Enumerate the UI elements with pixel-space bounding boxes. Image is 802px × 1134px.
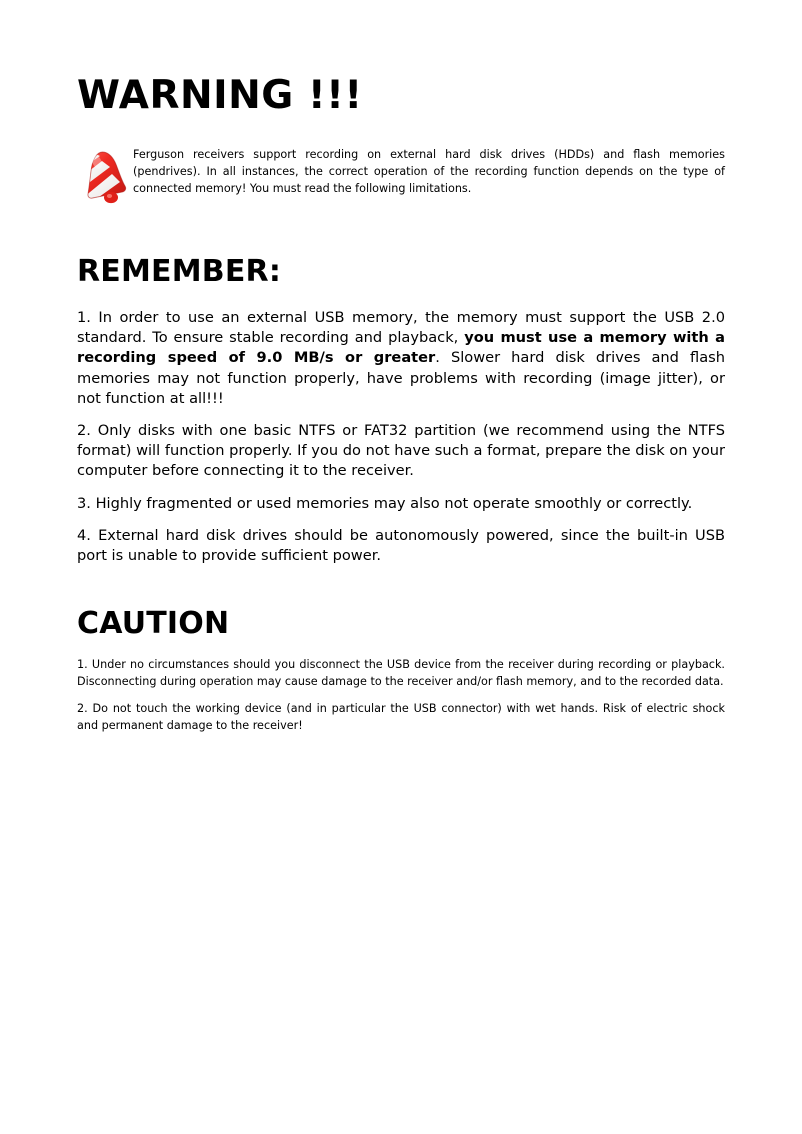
caution-body <box>77 657 725 734</box>
caution-item-1: 1. Under no circumstances should you disconnect the USB device from the receiver during recording or playback. Disconnecting during operation may cause damage to the receiver and/or flash memory, and to the recorded data. <box>77 658 725 688</box>
remember-item-1-tail: . Slower hard disk drives and flash memories may not function properly, have problems with recording (image jitter), or not function at all!!! <box>77 349 725 407</box>
remember-item-1 <box>77 308 725 409</box>
remember-item-1-emphasis: you must use a memory with a recording speed of 9.0 MB/s or greater <box>77 329 725 367</box>
remember-item-1-lead: 1. In order to use an external USB memory, the memory must support the USB 2.0 standard. To ensure stable recording and playback, <box>77 309 725 347</box>
remember-item-3: 3. Highly fragmented or used memories may also not operate smoothly or correctly. <box>77 494 693 512</box>
document-content <box>77 0 725 735</box>
alarm-bell-icon <box>78 148 130 206</box>
remember-item-4: 4. External hard disk drives should be autonomously powered, since the built-in USB port is unable to provide sufficient power. <box>77 526 725 565</box>
caution-item-2: 2. Do not touch the working device (and in particular the USB connector) with wet hands. Risk of electric shock and permanent damage to the receiver! <box>77 702 725 733</box>
remember-body <box>77 308 725 566</box>
caution-heading: CAUTION <box>77 606 230 642</box>
page-title: WARNING !!! <box>77 73 363 118</box>
intro-block <box>77 146 725 208</box>
remember-item-2: 2. Only disks with one basic NTFS or FAT32 partition (we recommend using the NTFS format) will function properly. If you do not have such a format, prepare the disk on your computer before connecting it to the receiver. <box>77 422 725 480</box>
intro-paragraph: Ferguson receivers support recording on external hard disk drives (HDDs) and flash memories (pendrives). In all instances, the correct operation of the recording function depends on the type of connected memory! You must read the following limitations. <box>133 148 725 195</box>
remember-heading: REMEMBER: <box>77 254 282 289</box>
